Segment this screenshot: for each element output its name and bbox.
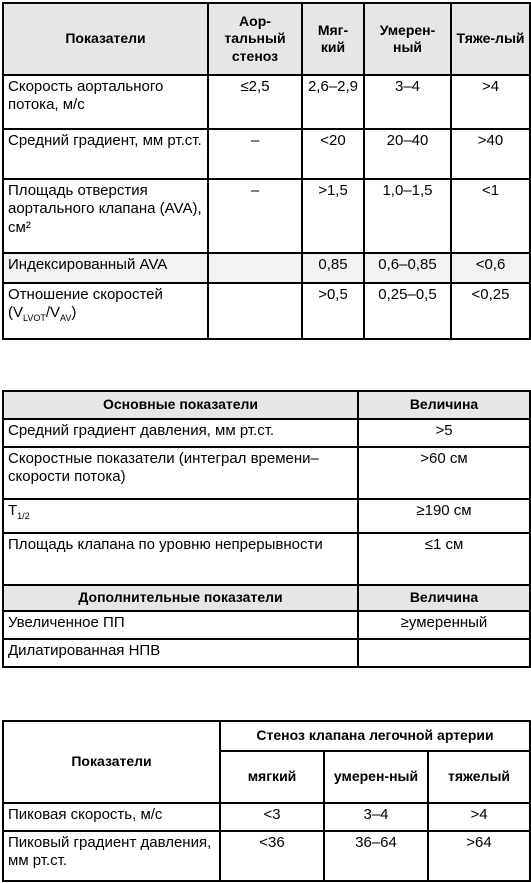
cell: 1,0–1,5 — [364, 179, 451, 253]
cell: >40 — [451, 129, 530, 179]
cell: >5 — [358, 419, 530, 447]
t-half-label: T — [8, 502, 18, 519]
table-row — [3, 283, 530, 339]
cell: >4 — [428, 803, 530, 831]
group-header-cell: Стеноз клапана легочной артерии — [220, 721, 530, 751]
cell: <3 — [220, 803, 324, 831]
cell: ≤1 см — [358, 533, 530, 585]
header-cell: умерен-ный — [324, 751, 428, 803]
header-cell: Тяже-лый — [451, 3, 530, 75]
table-row — [3, 611, 530, 639]
table-subheader-row — [3, 585, 530, 611]
cell: 3–4 — [364, 75, 451, 129]
cell: <36 — [220, 831, 324, 881]
cell: – — [208, 129, 302, 179]
ratio-end: ) — [71, 304, 77, 322]
header-cell: Аор-тальный стеноз — [208, 3, 302, 75]
cell: <0,25 — [451, 283, 530, 339]
row-label: Средний градиент давления, мм рт.ст. — [3, 419, 358, 447]
row-label: Скорость аортального потока, м/с — [3, 75, 208, 129]
table-row — [3, 75, 530, 129]
aortic-stenosis-table — [2, 2, 531, 340]
table-header-row — [3, 3, 530, 75]
table-header-row — [3, 721, 530, 751]
table-row — [3, 253, 530, 283]
header-cell: Показатели — [3, 3, 208, 75]
header-cell: тяжелый — [428, 751, 530, 803]
cell: ≥190 см — [358, 499, 530, 533]
cell: 0,6–0,85 — [364, 253, 451, 283]
cell: ≤2,5 — [208, 75, 302, 129]
header-cell: Величина — [358, 585, 530, 611]
row-label: Пиковая скорость, м/с — [3, 803, 220, 831]
ratio-sub-av: AV — [60, 313, 72, 324]
cell: >64 — [428, 831, 530, 881]
row-label: Площадь клапана по уровню непрерывности — [3, 533, 358, 585]
header-cell: Величина — [358, 391, 530, 419]
cell: – — [208, 179, 302, 253]
table-row — [3, 831, 530, 881]
row-label: Площадь отверстия аортального клапана (AVA), см² — [3, 179, 208, 253]
ratio-mid: /V — [45, 304, 61, 322]
table-row — [3, 499, 530, 533]
cell: <0,6 — [451, 253, 530, 283]
header-cell: Умерен-ный — [364, 3, 451, 75]
table-row — [3, 179, 530, 253]
cell: 36–64 — [324, 831, 428, 881]
row-label: Дилатированная НПВ — [3, 639, 358, 667]
cell: >60 см — [358, 447, 530, 499]
table-row — [3, 129, 530, 179]
cell — [208, 283, 302, 339]
header-cell: мягкий — [220, 751, 324, 803]
cell: >0,5 — [302, 283, 364, 339]
row-label: Скоростные показатели (интеграл времени–скорости потока) — [3, 447, 358, 499]
table-row — [3, 419, 530, 447]
table-row — [3, 447, 530, 499]
cell: 0,85 — [302, 253, 364, 283]
row-label — [3, 283, 208, 339]
header-cell: Показатели — [3, 721, 220, 803]
row-label: Индексированный AVA — [3, 253, 208, 283]
cell: 20–40 — [364, 129, 451, 179]
cell: 2,6–2,9 — [302, 75, 364, 129]
cell: <20 — [302, 129, 364, 179]
header-cell: Дополнительные показатели — [3, 585, 358, 611]
table-row — [3, 803, 530, 831]
pulmonary-stenosis-table — [2, 720, 531, 882]
table-row — [3, 533, 530, 585]
row-label: Увеличенное ПП — [3, 611, 358, 639]
cell: 0,25–0,5 — [364, 283, 451, 339]
cell: <1 — [451, 179, 530, 253]
ratio-sub-lvot: LVOT — [23, 313, 46, 324]
mitral-stenosis-table — [2, 390, 531, 668]
row-label: Средний градиент, мм рт.ст. — [3, 129, 208, 179]
header-cell: Мяг-кий — [302, 3, 364, 75]
t-half-sub: 1/2 — [17, 511, 30, 521]
cell: ≥умеренный — [358, 611, 530, 639]
row-label — [3, 499, 358, 533]
row-label: Пиковый градиент давления, мм рт.ст. — [3, 831, 220, 881]
ratio-label: Отношение скоростей (V — [8, 286, 163, 322]
cell: >1,5 — [302, 179, 364, 253]
cell: 3–4 — [324, 803, 428, 831]
header-cell: Основные показатели — [3, 391, 358, 419]
cell: >4 — [451, 75, 530, 129]
table-row — [3, 639, 530, 667]
table-header-row — [3, 391, 530, 419]
cell — [358, 639, 530, 667]
cell — [208, 253, 302, 283]
